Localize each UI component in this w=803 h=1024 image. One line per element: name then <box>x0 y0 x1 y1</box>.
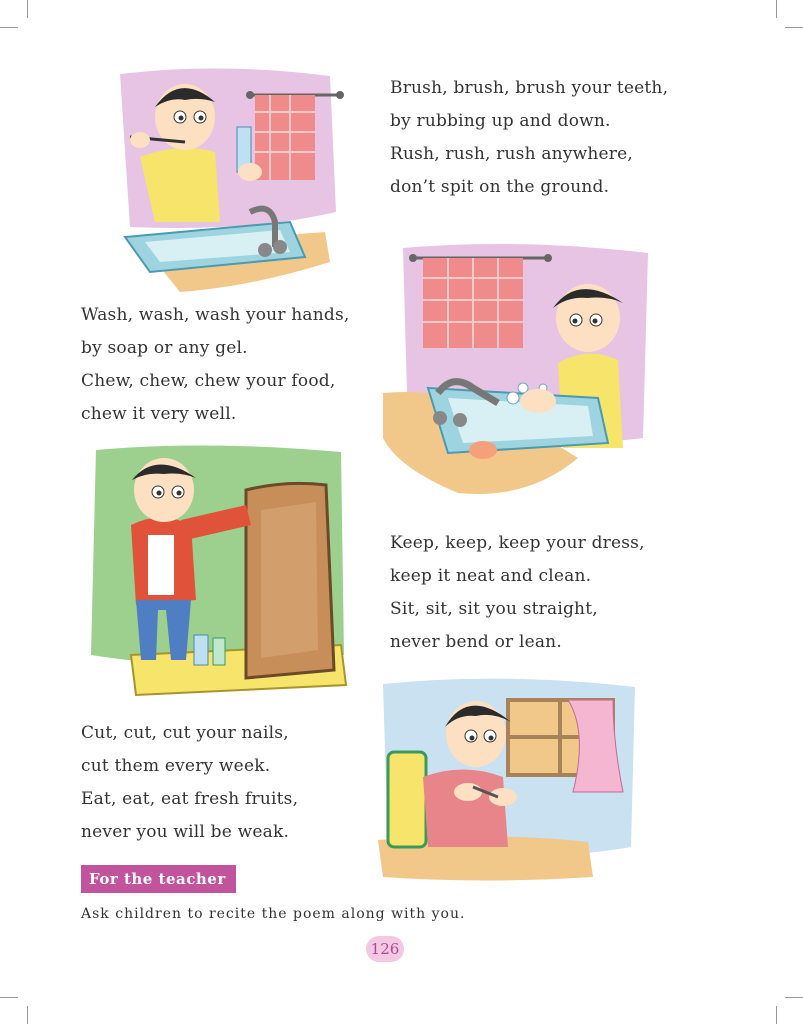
poem-line: Rush, rush, rush anywhere, <box>390 144 633 164</box>
crop-mark <box>27 1006 28 1024</box>
poem-line: keep it neat and clean. <box>390 566 592 586</box>
poem-line: don’t spit on the ground. <box>390 177 610 197</box>
poem-line: by rubbing up and down. <box>390 111 611 131</box>
poem-line: Chew, chew, chew your food, <box>81 371 336 391</box>
poem-line: Brush, brush, brush your teeth, <box>390 78 669 98</box>
teacher-note: Ask children to recite the poem along with you. <box>81 906 466 922</box>
page-number: 126 <box>366 936 404 962</box>
poem-line: cut them every week. <box>81 756 271 776</box>
poem-line: Keep, keep, keep your dress, <box>390 533 645 553</box>
poem-line: chew it very well. <box>81 404 237 424</box>
crop-mark <box>776 1006 777 1024</box>
washing-hands-illustration <box>378 238 653 500</box>
crop-mark <box>785 27 803 28</box>
stanza-brush-teeth <box>390 72 668 204</box>
crop-mark <box>27 0 28 18</box>
poem-line: Sit, sit, sit you straight, <box>390 599 598 619</box>
stanza-keep-dress <box>390 527 645 659</box>
poem-line: never you will be weak. <box>81 822 290 842</box>
brushing-teeth-illustration <box>100 62 350 297</box>
stanza-cut-nails <box>81 717 298 849</box>
dressing-mirror-illustration <box>86 440 351 702</box>
teacher-label: For the teacher <box>81 865 236 893</box>
crop-mark <box>0 997 18 998</box>
crop-mark <box>776 0 777 18</box>
stanza-wash-hands <box>81 299 350 431</box>
crop-mark <box>0 27 18 28</box>
poem-line: Eat, eat, eat fresh fruits, <box>81 789 299 809</box>
crop-mark <box>785 997 803 998</box>
poem-line: never bend or lean. <box>390 632 562 652</box>
poem-line: Cut, cut, cut your nails, <box>81 723 289 743</box>
poem-line: Wash, wash, wash your hands, <box>81 305 350 325</box>
cutting-nails-illustration <box>373 672 641 884</box>
poem-line: by soap or any gel. <box>81 338 248 358</box>
